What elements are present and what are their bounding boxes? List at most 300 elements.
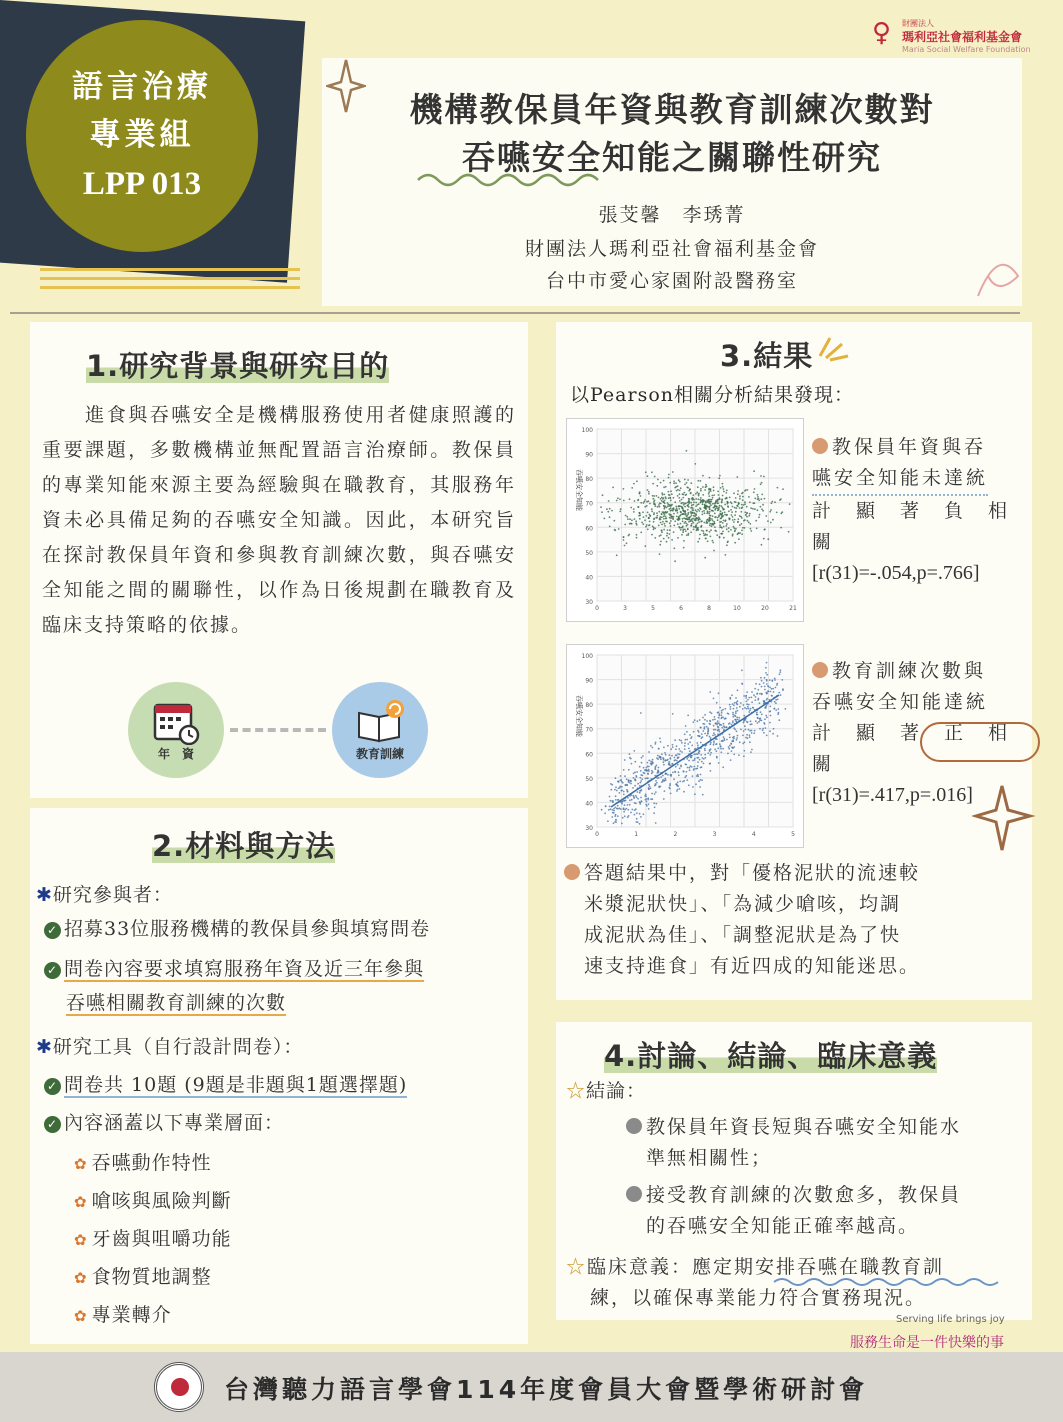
data-point [648, 803, 650, 805]
data-point [747, 706, 749, 708]
data-point [640, 797, 642, 799]
data-point [669, 517, 671, 519]
data-point [639, 813, 641, 815]
data-point [700, 767, 702, 769]
data-point [734, 542, 736, 544]
data-point [663, 494, 665, 496]
data-point [750, 708, 752, 710]
data-point [761, 680, 763, 682]
data-point [758, 721, 760, 723]
data-point [744, 511, 746, 513]
data-point [688, 490, 690, 492]
data-point [734, 531, 736, 533]
data-point [747, 520, 749, 522]
data-point [732, 519, 734, 521]
data-point [615, 821, 617, 823]
data-point [660, 503, 662, 505]
data-point [717, 726, 719, 728]
list-item-text: 招募33位服務機構的教保員參與填寫問卷 [64, 918, 431, 940]
data-point [647, 512, 649, 514]
data-point [675, 766, 677, 768]
data-point [712, 515, 714, 517]
data-point [663, 497, 665, 499]
topic-item [74, 1300, 172, 1327]
data-point [726, 497, 728, 499]
data-point [671, 504, 673, 506]
data-point [737, 505, 739, 507]
data-point [712, 497, 714, 499]
data-point [762, 728, 764, 730]
result-1-text: 教保員年資與吞 [832, 436, 987, 458]
data-point [694, 793, 696, 795]
data-point [672, 744, 674, 746]
data-point [654, 537, 656, 539]
data-point [689, 750, 691, 752]
data-point [648, 788, 650, 790]
data-point [677, 781, 679, 783]
data-point [782, 688, 784, 690]
data-point [751, 691, 753, 693]
topic-text: 專業轉介 [91, 1304, 172, 1326]
data-point [631, 809, 633, 811]
data-point [695, 493, 697, 495]
data-point [678, 756, 680, 758]
data-point [703, 728, 705, 730]
data-point [724, 739, 726, 741]
badge-line-3: LPP 013 [82, 166, 202, 202]
data-point [655, 803, 657, 805]
data-point [770, 522, 772, 524]
data-point [719, 524, 721, 526]
data-point [644, 519, 646, 521]
data-point [719, 731, 721, 733]
data-point [705, 538, 707, 540]
data-point [679, 768, 681, 770]
data-point [695, 509, 697, 511]
data-point [748, 521, 750, 523]
data-point [622, 800, 624, 802]
data-point [650, 787, 652, 789]
circle-bullet-icon [812, 662, 828, 678]
data-point [704, 723, 706, 725]
data-point [708, 499, 710, 501]
data-point [716, 757, 718, 759]
data-point [736, 704, 738, 706]
data-point [673, 525, 675, 527]
data-point [685, 530, 687, 532]
data-point [747, 489, 749, 491]
data-point [678, 479, 680, 481]
data-point [706, 486, 708, 488]
data-point [713, 740, 715, 742]
data-point [677, 523, 679, 525]
data-point [769, 706, 771, 708]
data-point [761, 482, 763, 484]
data-point [706, 530, 708, 532]
data-point [674, 520, 676, 522]
data-point [686, 505, 688, 507]
data-point [667, 774, 669, 776]
data-point [637, 500, 639, 502]
data-point [726, 739, 728, 741]
logo-small-text: 財團法人 [902, 19, 934, 28]
data-point [623, 488, 625, 490]
data-point [733, 521, 735, 523]
data-point [686, 771, 688, 773]
y-tick-label: 80 [585, 702, 593, 710]
result-2-line: 吞嚥安全知能達統 [812, 691, 989, 713]
data-point [651, 761, 653, 763]
data-point [663, 759, 665, 761]
result-1-line: 嚥安全知能未達統 [812, 463, 988, 496]
data-point [673, 482, 675, 484]
data-point [657, 479, 659, 481]
data-point [640, 816, 642, 818]
data-point [713, 732, 715, 734]
data-point [648, 760, 650, 762]
data-point [688, 498, 690, 500]
data-point [678, 748, 680, 750]
results-intro: 以Pearson相關分析結果發現： [570, 384, 855, 406]
data-point [648, 769, 650, 771]
scatter-plot-training-svg [567, 645, 805, 849]
data-point [617, 815, 619, 817]
data-point [697, 744, 699, 746]
data-point [639, 792, 641, 794]
data-point [738, 503, 740, 505]
data-point [654, 806, 656, 808]
data-point [666, 512, 668, 514]
check-icon: ✓ [44, 1078, 61, 1095]
data-point [655, 822, 657, 824]
data-point [662, 494, 664, 496]
data-point [698, 750, 700, 752]
data-point [697, 509, 699, 511]
tools-heading-text: 研究工具（自行設計問卷）： [52, 1036, 304, 1058]
data-point [606, 508, 608, 510]
title-card [322, 58, 1022, 306]
data-point [682, 493, 684, 495]
data-point [782, 488, 784, 490]
data-point [722, 531, 724, 533]
data-point [660, 516, 662, 518]
data-point [739, 507, 741, 509]
foundation-logo [872, 18, 1044, 56]
data-point [704, 714, 706, 716]
data-point [645, 769, 647, 771]
data-point [744, 707, 746, 709]
data-point [663, 518, 665, 520]
data-point [717, 711, 719, 713]
data-point [737, 700, 739, 702]
data-point [660, 776, 662, 778]
data-point [760, 711, 762, 713]
data-point [757, 496, 759, 498]
data-point [668, 491, 670, 493]
section-heading [152, 824, 335, 865]
data-point [773, 728, 775, 730]
header-divider [10, 312, 1020, 314]
data-point [723, 520, 725, 522]
data-point [721, 507, 723, 509]
data-point [702, 530, 704, 532]
data-point [732, 516, 734, 518]
data-point [766, 716, 768, 718]
data-point [713, 521, 715, 523]
data-point [696, 757, 698, 759]
data-point [668, 474, 670, 476]
data-point [745, 729, 747, 731]
organization-1: 財團法人瑪利亞社會福利基金會 [524, 238, 819, 260]
data-point [733, 738, 735, 740]
data-point [624, 815, 626, 817]
data-point [652, 495, 654, 497]
data-point [652, 771, 654, 773]
data-point [728, 713, 730, 715]
data-point [775, 687, 777, 689]
y-axis-label: 吞嚥安全知能 [575, 695, 583, 737]
data-point [737, 735, 739, 737]
data-point [686, 450, 688, 452]
data-point [629, 799, 631, 801]
data-point [718, 713, 720, 715]
data-point [741, 523, 743, 525]
y-tick-label: 70 [585, 726, 593, 734]
data-point [721, 717, 723, 719]
logo-english: Maria Social Welfare Foundation [902, 45, 1031, 54]
data-point [764, 723, 766, 725]
data-point [761, 686, 763, 688]
data-point [660, 756, 662, 758]
data-point [707, 511, 709, 513]
data-point [774, 679, 776, 681]
data-point [613, 808, 615, 810]
data-point [665, 516, 667, 518]
data-point [643, 813, 645, 815]
data-point [725, 492, 727, 494]
data-point [661, 753, 663, 755]
data-point [665, 754, 667, 756]
data-point [667, 504, 669, 506]
data-point [658, 497, 660, 499]
y-tick-label: 90 [585, 451, 593, 459]
data-point [746, 734, 748, 736]
data-point [690, 757, 692, 759]
data-point [683, 510, 685, 512]
y-tick-label: 70 [585, 500, 593, 508]
conclusion-item [626, 1112, 1026, 1174]
data-point [749, 741, 751, 743]
data-point [754, 688, 756, 690]
data-point [614, 529, 616, 531]
data-point [616, 554, 618, 556]
data-point [656, 782, 658, 784]
data-point [685, 494, 687, 496]
data-point [644, 778, 646, 780]
data-point [611, 510, 613, 512]
data-point [734, 729, 736, 731]
data-point [673, 497, 675, 499]
data-point [738, 502, 740, 504]
data-point [733, 708, 735, 710]
data-point [747, 721, 749, 723]
data-point [735, 697, 737, 699]
data-point [754, 498, 756, 500]
answer-summary [564, 858, 1026, 982]
data-point [670, 525, 672, 527]
tools-heading [36, 1032, 303, 1059]
data-point [680, 529, 682, 531]
data-point [641, 800, 643, 802]
data-point [651, 471, 653, 473]
data-point [764, 700, 766, 702]
data-point [769, 710, 771, 712]
topic-text: 牙齒與咀嚼功能 [91, 1228, 232, 1250]
topic-text: 食物質地調整 [91, 1266, 212, 1288]
data-point [644, 772, 646, 774]
data-point [746, 703, 748, 705]
data-point [626, 778, 628, 780]
data-point [698, 516, 700, 518]
star-outline-icon: ☆ [566, 1256, 588, 1278]
data-point [737, 521, 739, 523]
data-point [681, 751, 683, 753]
data-point [702, 475, 704, 477]
data-point [759, 728, 761, 730]
data-point [609, 526, 611, 528]
data-point [663, 747, 665, 749]
data-point [722, 748, 724, 750]
data-point [714, 513, 716, 515]
data-point [688, 748, 690, 750]
data-point [710, 529, 712, 531]
data-point [721, 498, 723, 500]
data-point [658, 767, 660, 769]
data-point [659, 506, 661, 508]
data-point [689, 516, 691, 518]
data-point [709, 506, 711, 508]
data-point [692, 786, 694, 788]
data-point [662, 761, 664, 763]
data-point [717, 730, 719, 732]
data-point [641, 762, 643, 764]
data-point [710, 504, 712, 506]
data-point [700, 774, 702, 776]
data-point [764, 528, 766, 530]
list-item-text: 內容涵蓋以下專業層面： [64, 1112, 285, 1134]
data-point [600, 506, 602, 508]
data-point [625, 515, 627, 517]
data-point [682, 525, 684, 527]
sparkle-doodle [972, 780, 1042, 860]
data-point [636, 797, 638, 799]
data-point [652, 759, 654, 761]
data-point [713, 490, 715, 492]
data-point [698, 780, 700, 782]
data-point [617, 497, 619, 499]
data-point [650, 745, 652, 747]
data-point [702, 504, 704, 506]
data-point [714, 749, 716, 751]
check-icon: ✓ [44, 922, 61, 939]
list-item-text: 吞嚥相關教育訓練的次數 [66, 992, 287, 1014]
data-point [677, 789, 679, 791]
data-point [620, 775, 622, 777]
data-point [698, 753, 700, 755]
data-point [651, 534, 653, 536]
data-point [648, 751, 650, 753]
y-tick-label: 30 [585, 825, 593, 832]
data-point [695, 753, 697, 755]
data-point [741, 669, 743, 671]
data-point [744, 519, 746, 521]
data-point [717, 502, 719, 504]
data-point [633, 777, 635, 779]
data-point [706, 720, 708, 722]
seniority-label: 年 資 [157, 746, 194, 761]
data-point [725, 525, 727, 527]
data-point [779, 673, 781, 675]
data-point [685, 739, 687, 741]
data-point [636, 534, 638, 536]
data-point [687, 479, 689, 481]
section-heading-text: 4.討論、結論、臨床意義 [604, 1039, 938, 1073]
data-point [698, 521, 700, 523]
check-icon: ✓ [44, 962, 61, 979]
data-point [739, 706, 741, 708]
data-point [690, 502, 692, 504]
data-point [664, 790, 666, 792]
data-point [735, 528, 737, 530]
data-point [639, 518, 641, 520]
data-point [679, 500, 681, 502]
data-point [664, 760, 666, 762]
data-point [700, 488, 702, 490]
data-point [703, 763, 705, 765]
data-point [726, 544, 728, 546]
data-point [638, 506, 640, 508]
data-point [670, 758, 672, 760]
data-point [707, 729, 709, 731]
data-point [757, 494, 759, 496]
data-point [688, 500, 690, 502]
data-point [769, 722, 771, 724]
circle-bullet-icon [564, 864, 580, 880]
data-point [730, 708, 732, 710]
data-point [709, 691, 711, 693]
data-point [756, 714, 758, 716]
data-point [745, 701, 747, 703]
data-point [615, 819, 617, 821]
data-point [693, 768, 695, 770]
data-point [720, 714, 722, 716]
data-point [722, 766, 724, 768]
data-point [661, 497, 663, 499]
data-point [702, 494, 704, 496]
data-point [670, 775, 672, 777]
data-point [686, 779, 688, 781]
data-point [660, 519, 662, 521]
data-point [664, 752, 666, 754]
data-point [708, 491, 710, 493]
data-point [639, 777, 641, 779]
data-point [777, 487, 779, 489]
data-point [714, 530, 716, 532]
data-point [712, 510, 714, 512]
list-item [44, 1108, 284, 1135]
data-point [635, 803, 637, 805]
data-point [716, 534, 718, 536]
